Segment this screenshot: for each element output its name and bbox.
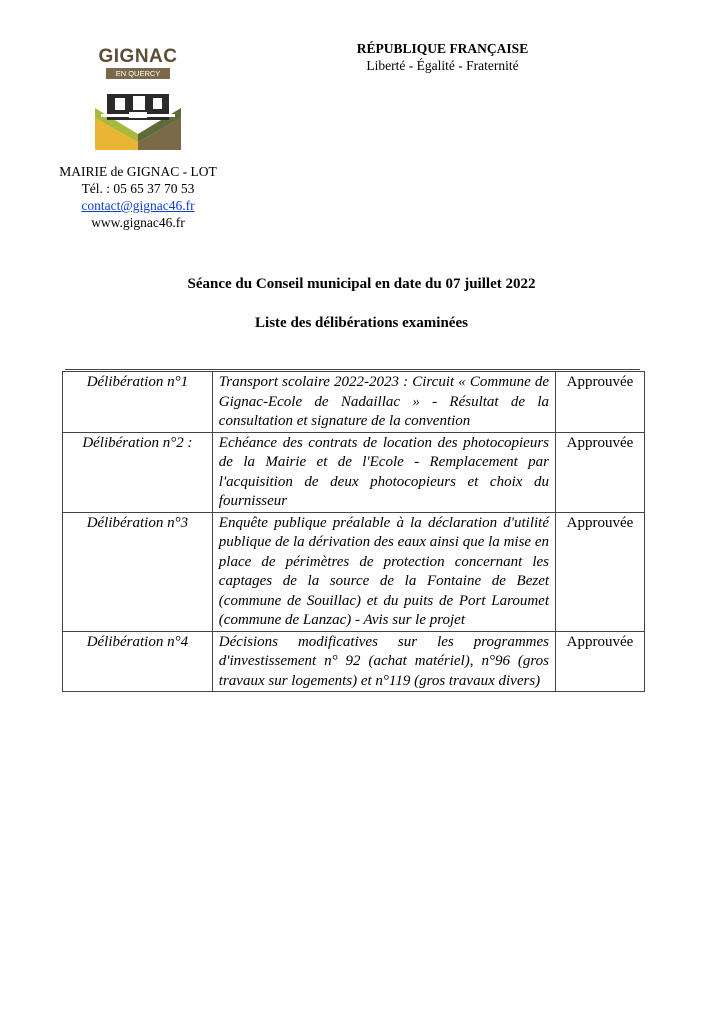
deliberations-table <box>62 371 645 692</box>
table-top-rule <box>65 369 640 370</box>
seance-title: Séance du Conseil municipal en date du 07 juillet 2022 <box>187 276 536 292</box>
republique-motto: Liberté - Égalité - Fraternité <box>366 58 519 73</box>
gignac-logo <box>82 40 194 152</box>
deliberation-number: Délibération n°3 <box>63 512 213 631</box>
republique-name: RÉPUBLIQUE FRANÇAISE <box>356 41 529 56</box>
deliberation-subject: Transport scolaire 2022-2023 : Circuit « Commune de Gignac-Ecole de Nadaillac » - Résultat de la consultation et signature de la convention <box>212 372 555 433</box>
deliberation-result: Approuvée <box>556 372 645 433</box>
liste-title: Liste des délibérations examinées <box>255 315 468 331</box>
deliberation-subject: Echéance des contrats de location des photocopieurs de la Mairie et de l'Ecole - Remplacement par l'acquisition de deux photocopieurs et choix du fournisseur <box>212 432 555 512</box>
table-row <box>63 432 645 512</box>
village-emblem-icon <box>95 80 181 150</box>
table-row <box>63 372 645 433</box>
deliberation-result: Approuvée <box>556 512 645 631</box>
deliberation-result: Approuvée <box>556 432 645 512</box>
mairie-phone: Tél. : 05 65 37 70 53 <box>81 181 195 196</box>
mairie-name: MAIRIE de GIGNAC - LOT <box>59 164 217 179</box>
table-row <box>63 512 645 631</box>
mairie-contact-block <box>48 163 228 231</box>
deliberation-number: Délibération n°1 <box>63 372 213 433</box>
deliberation-result: Approuvée <box>556 631 645 692</box>
logo-subtitle: EN QUERCY <box>106 68 170 79</box>
table-row <box>63 631 645 692</box>
deliberation-number: Délibération n°2 : <box>63 432 213 512</box>
logo-title: GIGNAC <box>98 46 178 67</box>
mairie-website: www.gignac46.fr <box>91 215 185 230</box>
deliberation-subject: Enquête publique préalable à la déclaration d'utilité publique de la dérivation des eaux ainsi que la mise en place de périmètres de protection concernant les captages de la source de la Fontaine de Bezet (commune de Souillac) et du puits de Port Laroumet (commune de Lanzac) - Avis sur le projet <box>212 512 555 631</box>
mairie-email-link[interactable]: contact@gignac46.fr <box>81 198 195 213</box>
republique-header <box>310 40 575 74</box>
deliberation-number: Délibération n°4 <box>63 631 213 692</box>
deliberation-subject: Décisions modificatives sur les programmes d'investissement n° 92 (achat matériel), n°96 (gros travaux sur logements) et n°119 (gros travaux divers) <box>212 631 555 692</box>
